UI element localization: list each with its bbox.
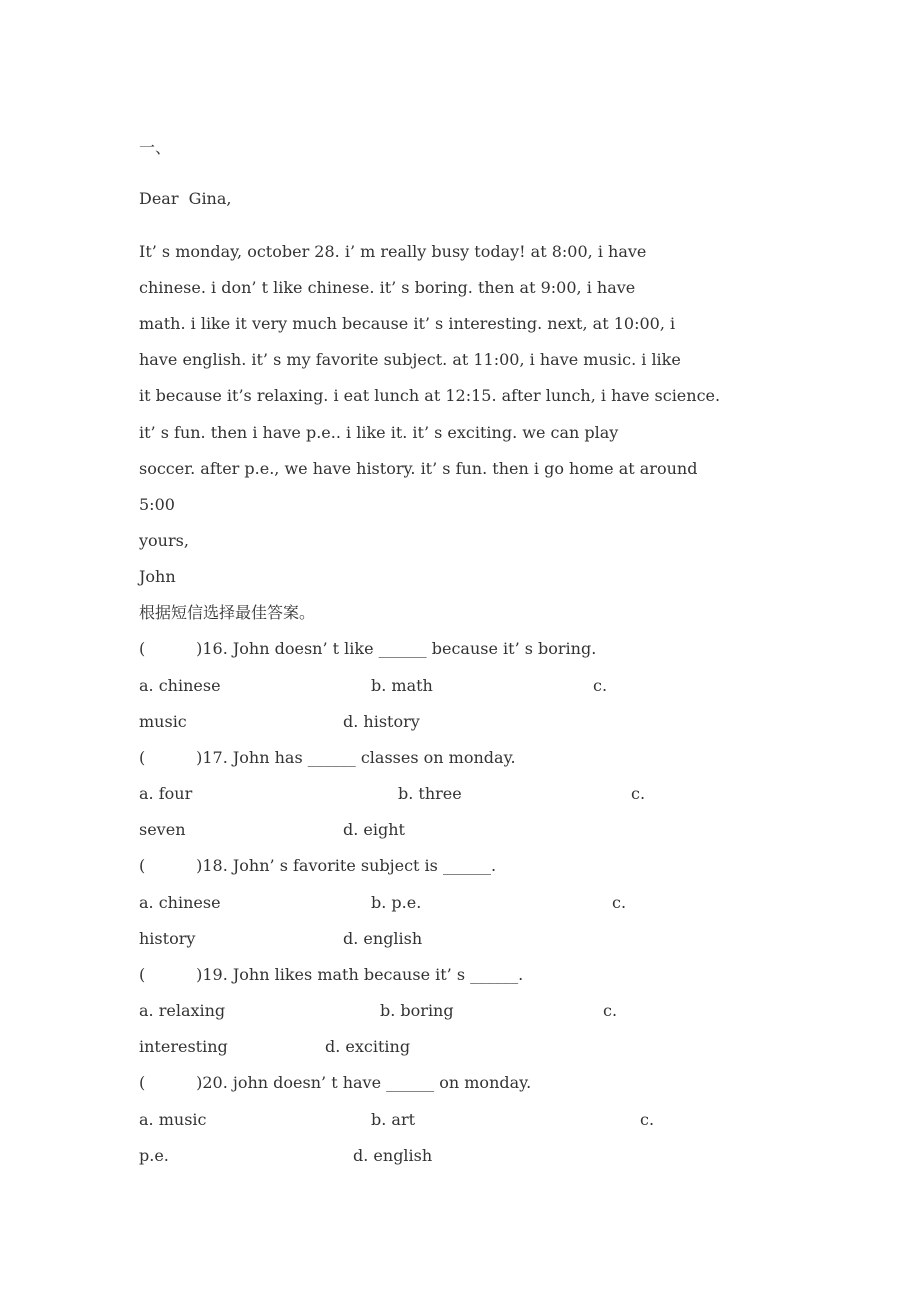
letter-body-line: have english. it’ s my favorite subject. at 11:00, i have music. i like	[139, 350, 681, 369]
option-b: b. art	[371, 1110, 416, 1129]
letter-closing: yours,	[139, 531, 189, 550]
question-stem: ( )20. john doesn’ t have ______ on monday.	[139, 1073, 532, 1092]
option-c-value: seven	[139, 820, 186, 839]
option-b: b. boring	[380, 1001, 454, 1020]
option-c-value: history	[139, 929, 196, 948]
letter-body-line: It’ s monday, october 28. i’ m really busy today! at 8:00, i have	[139, 242, 647, 261]
option-c: c.	[612, 893, 627, 912]
option-b: b. three	[398, 784, 462, 803]
option-c-value: p.e.	[139, 1146, 169, 1165]
option-d: d. exciting	[325, 1037, 411, 1056]
option-c-value: music	[139, 712, 187, 731]
option-c: c.	[603, 1001, 618, 1020]
option-c: c.	[631, 784, 646, 803]
option-c-value: interesting	[139, 1037, 228, 1056]
section-marker: 一、	[139, 138, 172, 157]
question-stem: ( )16. John doesn’ t like ______ because it’ s boring.	[139, 639, 597, 658]
instruction-text: 根据短信选择最佳答案。	[139, 603, 316, 622]
question-stem: ( )17. John has ______ classes on monday.	[139, 748, 516, 767]
option-b: b. p.e.	[371, 893, 422, 912]
option-a: a. four	[139, 784, 193, 803]
option-d: d. eight	[343, 820, 405, 839]
option-d: d. english	[353, 1146, 433, 1165]
option-d: d. english	[343, 929, 423, 948]
letter-body-line: it’ s fun. then i have p.e.. i like it. it’ s exciting. we can play	[139, 423, 619, 442]
question-stem: ( )18. John’ s favorite subject is ______.	[139, 856, 497, 875]
option-c: c.	[593, 676, 608, 695]
option-a: a. music	[139, 1110, 207, 1129]
letter-greeting: Dear Gina,	[139, 189, 232, 208]
letter-body-line: soccer. after p.e., we have history. it’ s fun. then i go home at around	[139, 459, 698, 478]
letter-body-line: math. i like it very much because it’ s interesting. next, at 10:00, i	[139, 314, 676, 333]
option-a: a. chinese	[139, 893, 221, 912]
letter-body-line: it because it’s relaxing. i eat lunch at 12:15. after lunch, i have science.	[139, 386, 721, 405]
option-b: b. math	[371, 676, 433, 695]
option-a: a. relaxing	[139, 1001, 226, 1020]
letter-body-line: 5:00	[139, 495, 175, 514]
option-d: d. history	[343, 712, 420, 731]
option-c: c.	[640, 1110, 655, 1129]
question-stem: ( )19. John likes math because it’ s ______.	[139, 965, 524, 984]
letter-signature: John	[139, 567, 176, 586]
letter-body-line: chinese. i don’ t like chinese. it’ s boring. then at 9:00, i have	[139, 278, 636, 297]
option-a: a. chinese	[139, 676, 221, 695]
